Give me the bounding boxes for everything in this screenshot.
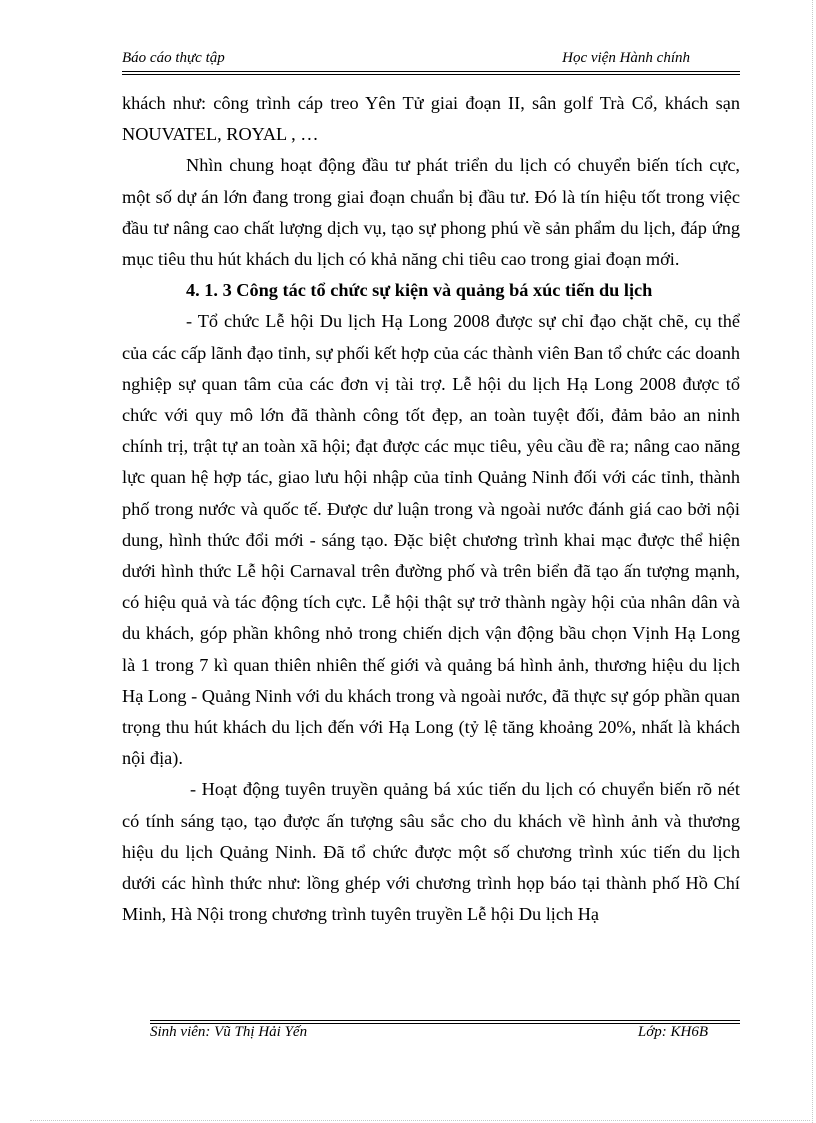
- paragraph-promotion: - Hoạt động tuyên truyền quảng bá xúc tiến du lịch có chuyển biến rõ nét có tính sáng tạo, tạo được ấn tượng sâu sắc cho du khách về hình ảnh và thương hiệu du lịch Quảng Ninh. Đã tổ chức được một số chương trình xúc tiến du lịch dưới các hình thức như: lồng ghép với chương trình họp báo tại thành phố Hồ Chí Minh, Hà Nội trong chương trình tuyên truyền Lễ hội Du lịch Hạ: [122, 779, 740, 925]
- page-bottom-edge: [30, 1120, 810, 1121]
- header-rule-thick: [122, 71, 740, 72]
- section-heading: 4. 1. 3 Công tác tổ chức sự kiện và quảng bá xúc tiến du lịch: [186, 280, 653, 301]
- paragraph-investment-summary: Nhìn chung hoạt động đầu tư phát triển du lịch có chuyển biến tích cực, một số dự án lớn đang trong giai đoạn chuẩn bị đầu tư. Đó là tín hiệu tốt trong việc đầu tư nâng cao chất lượng dịch vụ, tạo sự phong phú về sản phẩm du lịch, đáp ứng mục tiêu thu hút khách du lịch có khả năng chi tiêu cao trong giai đoạn mới.: [122, 155, 740, 270]
- document-body: [122, 88, 740, 930]
- paragraph-festival: - Tổ chức Lễ hội Du lịch Hạ Long 2008 được sự chỉ đạo chặt chẽ, cụ thể của các cấp lãnh đạo tỉnh, sự phối kết hợp của các thành viên Ban tổ chức các doanh nghiệp sự quan tâm của các đơn vị tài trợ. Lễ hội du lịch Hạ Long 2008 được tổ chức với quy mô lớn đã thành công tốt đẹp, an toàn tuyệt đối, đảm bảo an ninh chính trị, trật tự an toàn xã hội; đạt được các mục tiêu, yêu cầu đề ra; nâng cao năng lực quan hệ hợp tác, giao lưu hội nhập của tỉnh Quảng Ninh đối với các tỉnh, thành phố trong nước và quốc tế. Được dư luận trong và ngoài nước đánh giá cao bởi nội dung, hình thức đổi mới - sáng tạo. Đặc biệt chương trình khai mạc được thể hiện dưới hình thức Lễ hội Carnaval trên đường phố và trên biển đã tạo ấn tượng mạnh, có hiệu quả và tác động tích cực. Lễ hội thật sự trở thành ngày hội của nhân dân và du khách, góp phần không nhỏ trong chiến dịch vận động bầu chọn Vịnh Hạ Long là 1 trong 7 kì quan thiên nhiên thế giới và quảng bá hình ảnh, thương hiệu du lịch Hạ Long - Quảng Ninh với du khách trong và ngoài nước, đã thực sự góp phần quan trọng thu hút khách du lịch đến với Hạ Long (tỷ lệ tăng khoảng 20%, nhất là khách nội địa).: [122, 311, 740, 769]
- footer-rule-thin: [150, 1020, 740, 1021]
- page-header: [122, 50, 690, 70]
- footer-class: Lớp: KH6B: [637, 1024, 708, 1040]
- header-report-title: Báo cáo thực tập: [122, 50, 225, 66]
- page-right-edge: [812, 0, 813, 1123]
- page-footer: [150, 1024, 708, 1044]
- paragraph-continuation: khách như: công trình cáp treo Yên Tử giai đoạn II, sân golf Trà Cổ, khách sạn NOUVATEL, ROYAL , …: [122, 93, 740, 145]
- header-rule-thin: [122, 74, 740, 75]
- header-institution: Học viện Hành chính: [562, 50, 690, 66]
- footer-student-name: Sinh viên: Vũ Thị Hải Yến: [150, 1024, 308, 1040]
